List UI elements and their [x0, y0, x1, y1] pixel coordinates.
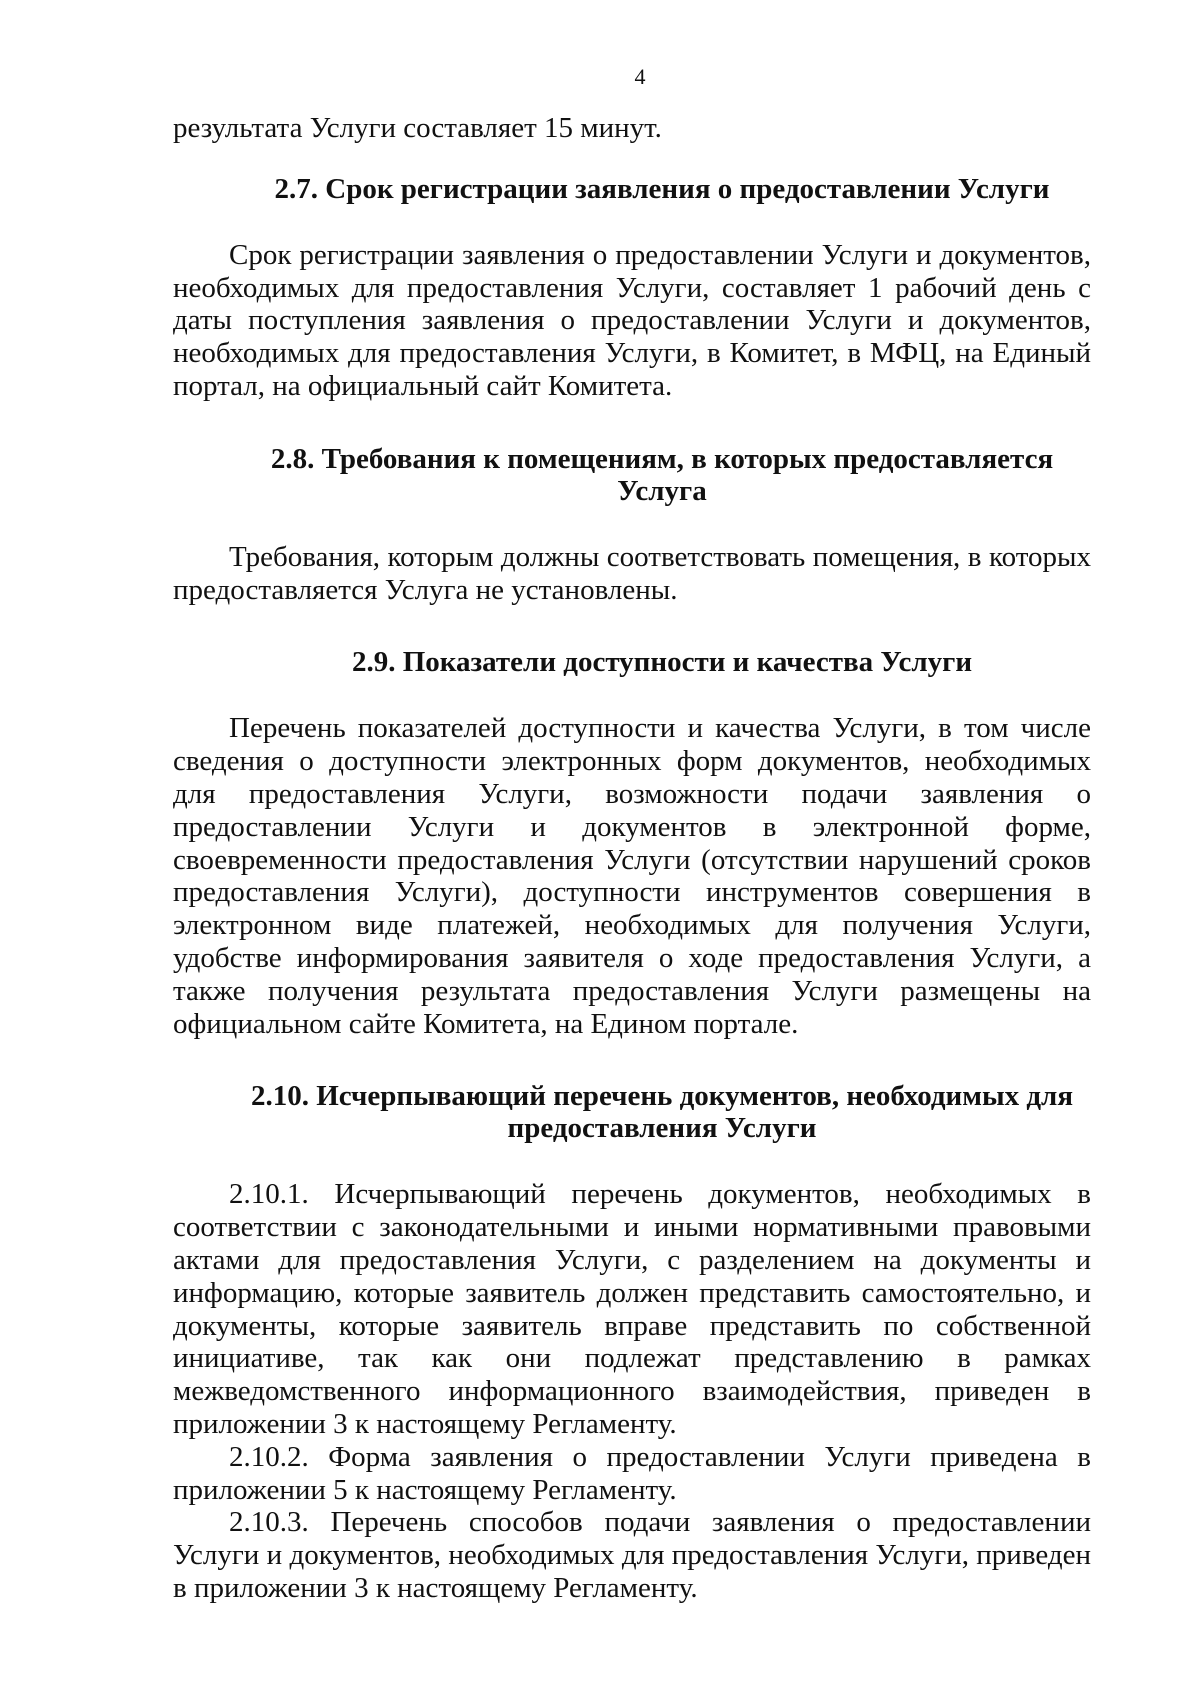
section-2-7 [173, 173, 1091, 403]
section-2-9 [173, 646, 1091, 1040]
section-2-8 [173, 443, 1091, 607]
document-body [173, 112, 1091, 1645]
section-paragraph: 2.10.1. Исчерпывающий перечень документов, необходимых в соответствии с законодательными и иными нормативными правовыми актами для предоставления Услуги, с разделением на документы и информацию, которые заявитель должен представить самостоятельно, и документы, которые заявитель вправе представить по собственной инициативе, так как они подлежат представлению в рамках межведомственного информационного взаимодействия, приведен в приложении 3 к настоящему Регламенту. [173, 1178, 1091, 1440]
page-number: 4 [634, 64, 646, 89]
intro-line: результата Услуги составляет 15 минут. [173, 112, 662, 144]
section-title: 2.9. Показатели доступности и качества Услуги [351, 646, 973, 679]
section-paragraph: 2.10.2. Форма заявления о предоставлении Услуги приведена в приложении 5 к настоящему Регламенту. [173, 1440, 1091, 1506]
section-paragraph: 2.10.3. Перечень способов подачи заявления о предоставлении Услуги и документов, необходимых для предоставления Услуги, приведен в приложении 3 к настоящему Регламенту. [173, 1506, 1091, 1604]
section-title: 2.8. Требования к помещениям, в которых предоставляется Услуга [270, 442, 1054, 507]
section-2-10 [173, 1080, 1091, 1604]
section-paragraph: Требования, которым должны соответствовать помещения, в которых предоставляется Услуга не установлены. [173, 540, 1091, 606]
section-title: 2.7. Срок регистрации заявления о предоставлении Услуги [274, 172, 1050, 205]
section-paragraph: Перечень показателей доступности и качества Услуги, в том числе сведения о доступности электронных форм документов, необходимых для предоставления Услуги, возможности подачи заявления о предоставлении Услуги и документов в электронной форме, своевременности предоставления Услуги (отсутствии нарушений сроков предоставления Услуги), доступности инструментов совершения в электронном виде платежей, необходимых для получения Услуги, удобстве информирования заявителя о ходе предоставления Услуги, а также получения результата предоставления Услуги размещены на официальном сайте Комитета, на Едином портале. [173, 712, 1091, 1040]
section-paragraph: Срок регистрации заявления о предоставлении Услуги и документов, необходимых для предоставления Услуги, составляет 1 рабочий день с даты поступления заявления о предоставлении Услуги и документов, необходимых для предоставления Услуги, в Комитет, в МФЦ, на Единый портал, на официальный сайт Комитета. [173, 238, 1091, 402]
section-title: 2.10. Исчерпывающий перечень документов, необходимых для предоставления Услуги [250, 1080, 1074, 1145]
